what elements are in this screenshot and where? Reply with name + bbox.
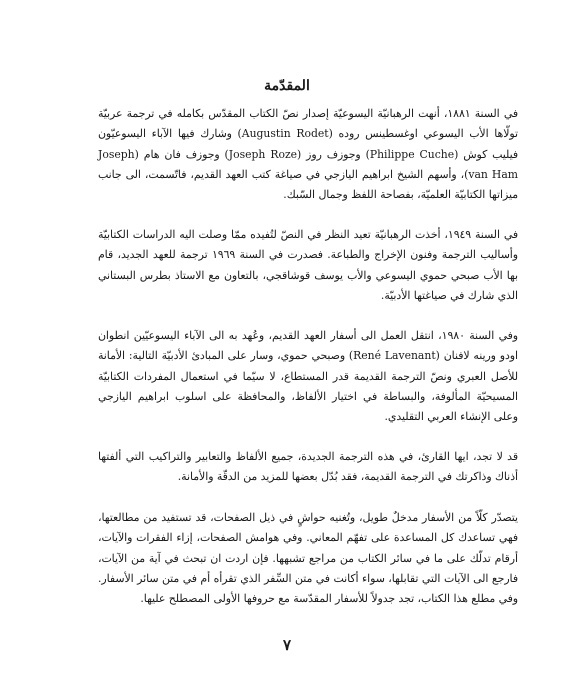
paragraph-5 (98, 508, 518, 609)
paragraph-1 (98, 104, 518, 205)
paragraph-5-text: يتصدّر كلّاً من الأسفار مدخلٌ طويل، وتُغنيه حواشٍ في ذيل الصفحات، قد تستفيد من مطالعتها، فهي تساعدك كل المساعدة على تفهّم المعاني. وفي هوامش الصفحات، إزاء الفقرات والآيات، أرقام تدلّك على ما في سائر الكتاب من مراجع تشبهها. فإن اردت ان تبحث في آية من الآيات، فارجع الى الآيات التي تقابلها، سواء أكانت في متن السِّفر الذي تقرأه أم في متن سائر الأسفار. وفي مطلع هذا الكتاب، تجد جدولاً للأسفار المقدّسة مع حروفها الأولى المصطلح عليها. (98, 511, 518, 606)
paragraph-2 (98, 225, 518, 306)
paragraph-4 (98, 447, 518, 488)
paragraph-2-text: في السنة ١٩٤٩، أخذت الرهبانيّة تعيد النظر في النصّ لتُفيده ممّا وصلت اليه الدراسات الكتابيّة وأساليب الترجمة وفنون الإخراج والطباعة. فصدرت في السنة ١٩٦٩ ترجمة للعهد الجديد، قام بها الأب صبحي حموي اليسوعي والأب يوسف قوشاقجي، بالتعاون مع الاستاذ بطرس البستاني الذي شارك في صياغتها الأدبيّة. (98, 228, 518, 302)
page-number: ٧ (282, 636, 292, 654)
paragraph-3 (98, 326, 518, 427)
paragraph-1-text: في السنة ١٨٨١، أنهت الرهبانيّة اليسوعيّة إصدار نصّ الكتاب المقدّس بكامله في ترجمة عربيّة تولّاها الأب اليسوعي اوغسطينس روده (Augustin Rodet) وشارك فيها الآباء اليسوعيّون فيليب كوش (Philippe Cuche) وجوزف روز (Joseph Roze) وجوزف فان هام (Joseph van Ham)، وأسهم الشيخ ابراهيم اليازجي في صياغة كتب العهد القديم، فاتّسمت، الى جانب ميزاتها الكتابيّة العلميّة، بفصاحة اللفظ وجمال السّبك. (98, 107, 519, 202)
paragraph-3-text: وفي السنة ١٩٨٠، انتقل العمل الى أسفار العهد القديم، وعُهد به الى الآباء اليسوعيّين انطوان اودو ورينه لافنان (René Lavenant) وصبحي حموي، وسار على المبادئ الأدبيّة التالية: الأمانة للأصل العبري ونصّ الترجمة القديمة قدر المستطاع، لا سيّما في استعمال المفردات الكتابيّة المسيحيّة المألوفة، والبساطة في اختيار الألفاظ، والمحافظة على اسلوب ابراهيم اليازجي وعلى الإنشاء العربي التقليدي. (98, 329, 518, 424)
paragraph-4-text: قد لا تجد، ايها القارئ، في هذه الترجمة الجديدة، جميع الألفاظ والتعابير والتراكيب التي ألفتها أذناك وذاكرتك في الترجمة القديمة، فقد بُدّل بعضها للمزيد من الدقّة والأمانة. (98, 450, 518, 484)
page-title: المقدّمة (264, 78, 310, 94)
